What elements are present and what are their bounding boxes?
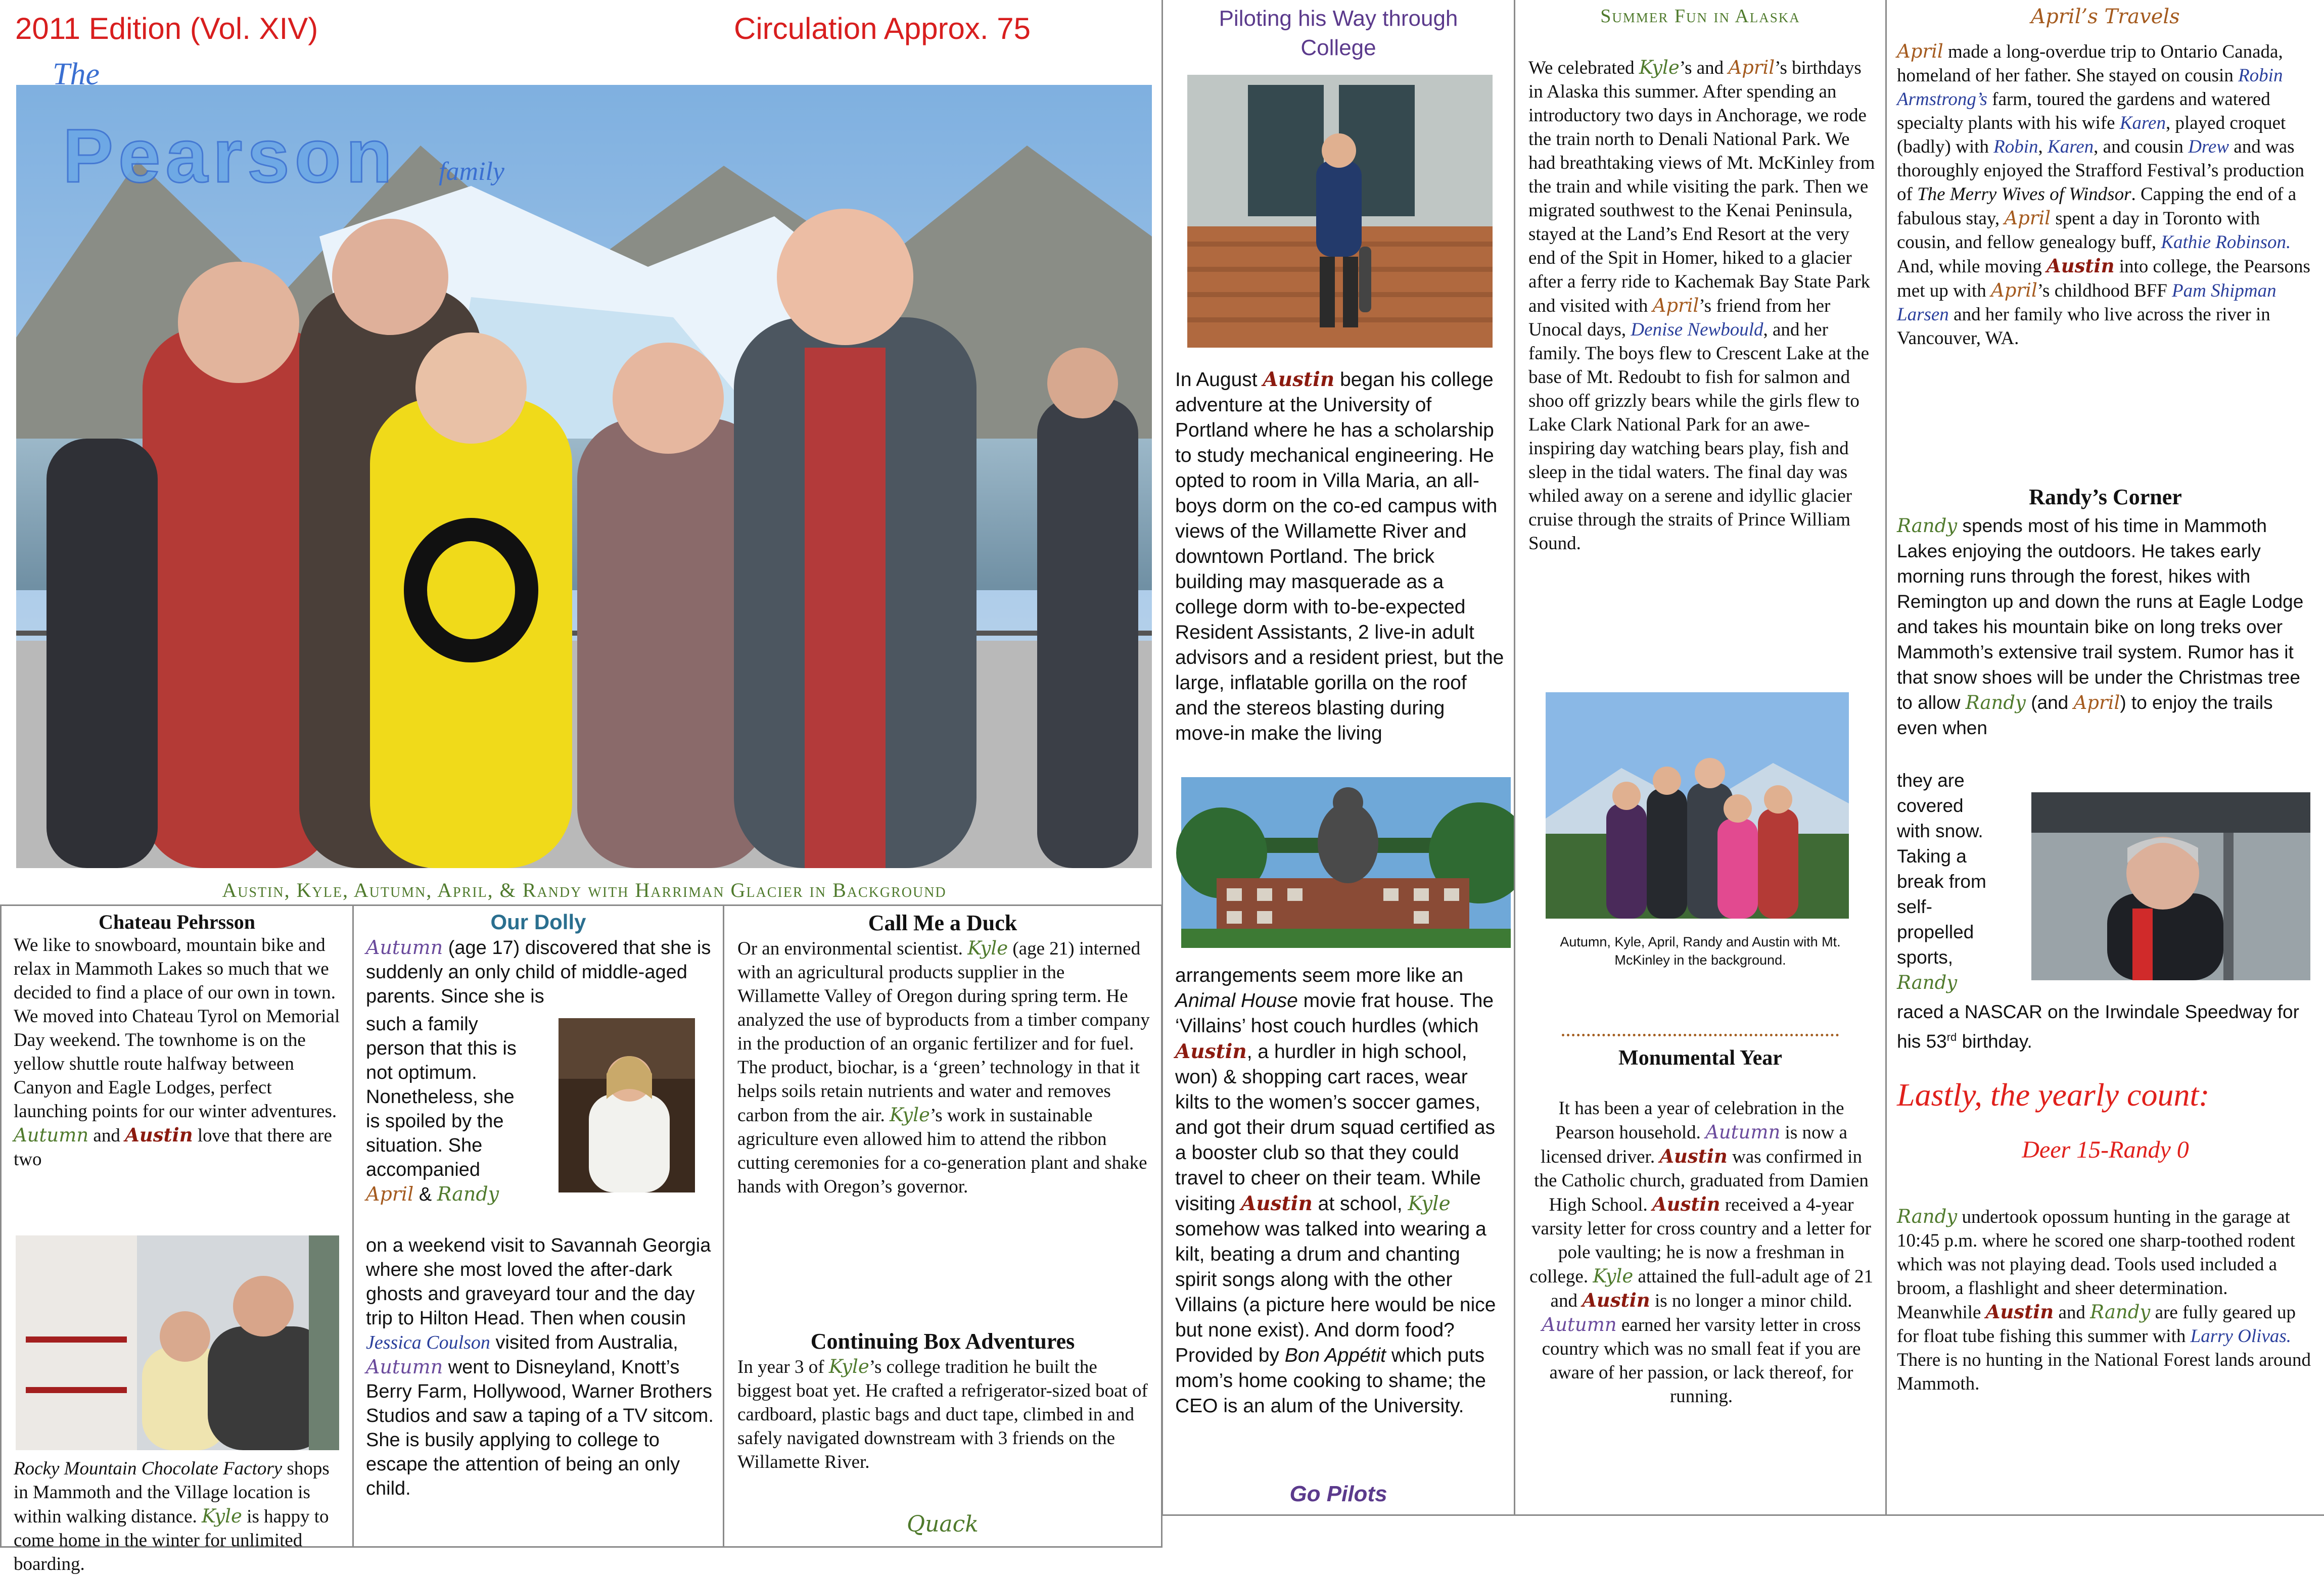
chateau-and: and (93, 1125, 120, 1146)
travels-text-4: , and cousin (2094, 136, 2183, 157)
name-austin: Austin (1659, 1145, 1728, 1167)
randy-text-8: There is no hunting in the National Forest lands around Mammoth. (1897, 1350, 2311, 1394)
name-autumn-2: Autumn (1542, 1314, 1617, 1335)
masthead-name: Pearson (63, 113, 397, 198)
alaska-photo-caption: Autumn, Kyle, April, Randy and Austin with Mt. McKinley in the background. (1560, 934, 1841, 968)
bon-appetit-label: Bon Appétit (1284, 1345, 1386, 1366)
chateau-text-c: shops in Mammoth and the Village location is within walking distance. (14, 1458, 330, 1527)
name-austin-2: Austin (1652, 1193, 1721, 1215)
name-april: April (2073, 692, 2120, 713)
name-austin: Austin (1985, 1301, 2054, 1323)
duck-section (723, 904, 1163, 1548)
piloting-text-2b: movie frat house. The ‘Villains’ host couch hurdles (which (1175, 990, 1494, 1037)
piloting-section (1161, 0, 1515, 1516)
piloting-text-2a: arrangements seem more like an (1175, 965, 1464, 986)
name-robin: Robin Armstrong’s (1897, 65, 2283, 110)
travels-text-8: And, while moving (1897, 256, 2042, 277)
name-april-3: April (1991, 279, 2037, 301)
randy-body-2 (1897, 768, 1998, 995)
name-randy-2: Randy (1965, 692, 2026, 713)
main-photo-caption: Austin, Kyle, Autumn, April, & Randy with Harriman Glacier in Background (222, 879, 947, 901)
animal-house-title: Animal House (1175, 990, 1298, 1012)
name-april: April (1728, 57, 1775, 78)
randy-text-7: are fully geared up for float tube fishing this summer with (1897, 1302, 2296, 1347)
dorm-photo-art (1181, 777, 1511, 948)
name-kyle: Kyle (202, 1505, 242, 1527)
masthead-the: The (53, 57, 100, 91)
name-karen: Karen (2119, 113, 2166, 133)
box-text-1: In year 3 of (737, 1357, 824, 1377)
randy-text-5: birthday. (1962, 1031, 2032, 1052)
alaska-photo (1546, 692, 1849, 919)
go-pilots-label: Go Pilots (1289, 1482, 1387, 1506)
piloting-photo-austin (1187, 75, 1493, 348)
travels-text-5: and was thoroughly enjoyed the Strafford Festival’s production of (1897, 136, 2304, 205)
randy-text-3: they are covered with snow. Taking a break from self-propelled sports, (1897, 770, 1986, 968)
duck-title: Call Me a Duck (868, 911, 1017, 935)
name-pam: Pam Shipman Larsen (1897, 280, 2276, 325)
main-photo-art (16, 85, 1152, 868)
monumental-text-2: is now a licensed driver. (1541, 1122, 1847, 1167)
name-april: April (366, 1183, 414, 1205)
dolly-text-4: visited from Australia, (495, 1332, 678, 1353)
alaska-section (1514, 0, 1887, 1516)
dolly-text-3: on a weekend visit to Savannah Georgia where she most loved the after-dark ghosts and graveyard tour and the day trip to Hilton Head. Then when cousin (366, 1235, 711, 1329)
name-april-2: April (2004, 207, 2051, 229)
name-austin: Austin (125, 1124, 193, 1146)
name-kyle: Kyle (1639, 57, 1680, 78)
alaska-text-3: ’s birthdays in Alaska this summer. After spending an introductory two days in Anchorage, we rode the train north to Denali National Park. We had breathtaking views of Mt. McKinley from the train and while visiting the park. Then we migrated southwest to the Kenai Peninsula, stayed at the Land’s End Resort at the very end of the Spit in Homer, hiked to a glacier after a ferry ride to Kachemak Bay State Park and visited with (1528, 58, 1875, 316)
monumental-text-7: earned her varsity letter in cross country which was no small feat if you are aware of her passion, or lack thereof, for running. (1542, 1315, 1861, 1407)
name-autumn: Autumn (14, 1124, 89, 1146)
edition-label: 2011 Edition (Vol. XIV) (15, 12, 318, 45)
travels-comma: , (2038, 136, 2043, 157)
name-austin-2: Austin (1175, 1040, 1247, 1063)
name-kathie: Kathie Robinson. (2161, 232, 2291, 253)
quack-label: Quack (907, 1511, 979, 1537)
duck-body (737, 936, 1151, 1199)
randy-title: Randy’s Corner (2029, 485, 2182, 509)
travels-text-2: farm, toured the gardens and watered specialty plants with his wife (1897, 89, 2270, 133)
chateau-photo (16, 1235, 339, 1450)
monumental-text-1: It has been a year of celebration in the Pearson household. (1555, 1098, 1844, 1143)
monumental-text-5: attained the full-adult age of 21 and (1550, 1266, 1873, 1311)
chateau-title: Chateau Pehrsson (98, 911, 256, 933)
alaska-text-5: , and her family. The boys flew to Crescent Lake at the base of Mt. Redoubt to fish for salmon and shoo off grizzly bears while the girls flew to Lake Clark National Park for an awe-inspiring day watching bears play, fish and sleep in the tidal waters. The final day was whiled away on a serene and idyllic glacier cruise through the straits of Prince William Sound. (1528, 319, 1870, 554)
randy-text-6: undertook opossum hunting in the garage at 10:45 p.m. where he scored one sharp-toothed rodent which was not playing dead. Tools used included a broom, a flashlight and sheer determination. Meanwhile (1897, 1207, 2296, 1323)
chateau-text: We like to snowboard, mountain bike and relax in Mammoth Lakes so much that we decided to find a place of our own in town. We moved into Chateau Tyrol on Memorial Day weekend. The townhome is on the yellow shuttle route halfway between Canyon and Eagle Lodges, perfect launching points for our winter adventures. (14, 935, 340, 1122)
name-april: April (1897, 40, 1943, 62)
name-randy: Randy (437, 1183, 499, 1205)
box-text-2: ’s college tradition he built the biggest boat yet. He crafted a refrigerator-sized boat of cardboard, plastic bags and duct tape, climbed in and safely navigated downstream with 3 friends on the Willamette River. (737, 1357, 1148, 1472)
travels-text-11: and her family who live across the river in Vancouver, WA. (1897, 304, 2270, 349)
piloting-text-2d: at school, (1318, 1193, 1403, 1215)
piloting-photo-art (1187, 75, 1493, 348)
dolly-amp: & (419, 1184, 432, 1205)
piloting-title: Piloting his Way through College (1219, 6, 1458, 60)
name-randy-4: Randy (1897, 1206, 1958, 1227)
alaska-body (1528, 56, 1876, 555)
dolly-title: Our Dolly (490, 910, 586, 934)
randy-photo-art (2031, 792, 2310, 980)
name-randy: Randy (1897, 515, 1958, 537)
randy-text-1: spends most of his time in Mammoth Lakes enjoying the outdoors. He takes early morning runs through the forest, hikes with Remington up and down the runs at Eagle Lodge and takes his mountain bike on long treks over Mammoth’s extensive trail system. Rumor has it that snow shoes will be under the Christmas tree to allow (1897, 515, 2304, 713)
piloting-text-2c: , a hurdler in high school, won) & shopping cart races, wear kilts to the women’s soccer games, and got their drum squad certified as a booster club so that they could travel to cheer on their team. While visiting (1175, 1041, 1496, 1215)
chateau-text-b: love that there are two (14, 1125, 332, 1170)
lastly-heading: Lastly, the yearly count: (1897, 1077, 2210, 1113)
dolly-section (352, 904, 724, 1548)
name-austin: Austin (2046, 255, 2115, 277)
travels-text-3: , played croquet (badly) with (1897, 113, 2286, 157)
monumental-text-3: was confirmed in the Catholic church, graduated from Damien High School. (1534, 1147, 1869, 1215)
monumental-body (1528, 1096, 1874, 1408)
monumental-text-4: received a 4-year varsity letter for cross country and a letter for pole vaulting; he is now a freshman in college. (1529, 1195, 1871, 1287)
duck-text-1: Or an environmental scientist. (737, 938, 963, 959)
main-family-photo (16, 85, 1152, 868)
name-kyle-2: Kyle (890, 1104, 930, 1126)
name-austin-3: Austin (1241, 1192, 1313, 1215)
piloting-text-2f: which puts mom’s home cooking to shame; the CEO is an alum of the University. (1175, 1345, 1486, 1417)
name-larry: Larry Olivas. (2190, 1326, 2292, 1347)
merry-wives-title: The Merry Wives of Windsor (1917, 184, 2131, 205)
name-karen-2: Karen (2048, 136, 2094, 157)
randy-text-2b: ) to enjoy the trails even when (1897, 692, 2273, 738)
randy-ordinal: rd (1946, 1031, 1957, 1043)
travels-section (1885, 0, 2324, 1516)
dolly-text-5: went to Disneyland, Knott’s Berry Farm, Hollywood, Warner Brothers Studios and saw a taping of a TV sitcom. She is busily applying to college to escape the attention of being an only child. (366, 1357, 714, 1499)
chateau-rmcf: Rocky Mountain Chocolate Factory (14, 1458, 283, 1479)
deer-count: Deer 15-Randy 0 (2022, 1136, 2189, 1163)
travels-title: April’s Travels (2031, 5, 2180, 28)
name-robin-2: Robin (1993, 136, 2038, 157)
name-randy-5: Randy (2090, 1301, 2151, 1323)
alaska-text-2: ’s and (1679, 58, 1724, 78)
piloting-text-1b: began his college adventure at the University of Portland where he has a scholarship to study mechanical engineering. He opted to room in Villa Maria, an all-boys dorm on the co-ed campus with views of the Willamette River and downtown Portland. The brick building may masquerade as a college dorm with to-be-expected Resident Assistants, 2 live-in adult advisors and a resident priest, but the large, inflatable gorilla on the roof and the stereos blasting during move-in make the living (1175, 369, 1504, 744)
name-autumn: Autumn (366, 936, 443, 959)
dolly-text-2: such a family person that this is not optimum. Nonetheless, she is spoiled by the situation. She accompanied (366, 1014, 517, 1180)
name-kyle-3: Kyle (828, 1356, 869, 1377)
duck-text-2: (age 21) interned with an agricultural products supplier in the Willamette Valley of Oregon during spring term. He analyzed the use of byproducts from a timber company in the production of an organic fertilizer and for fuel. The product, biochar, is a ‘green’ technology in that it helps soils retain nutrients and water and removes carbon from the air. (737, 938, 1150, 1126)
travels-text-7: spent a day in Toronto with cousin, and fellow genealogy buff, (1897, 208, 2260, 253)
travels-text-9: into college, the Pearsons met up with (1897, 256, 2310, 301)
randy-and: and (2058, 1302, 2085, 1323)
randy-photo (2031, 792, 2310, 980)
piloting-body-2 (1175, 963, 1505, 1419)
monumental-title: Monumental Year (1618, 1046, 1782, 1070)
alaska-text-1: We celebrated (1528, 58, 1635, 78)
travels-text-6: . Capping the end of a fabulous stay, (1897, 184, 2297, 229)
randy-text-2a: (and (2031, 692, 2069, 713)
travels-text-1: made a long-overdue trip to Ontario Canada, homeland of her father. She stayed on cousin (1897, 41, 2283, 86)
chateau-body-1 (14, 933, 343, 1171)
piloting-body-1 (1175, 367, 1505, 746)
dolly-photo-art (559, 1018, 695, 1192)
name-autumn: Autumn (1705, 1121, 1781, 1143)
dolly-body-2 (366, 1012, 523, 1207)
travels-text-10: ’s childhood BFF (2037, 280, 2167, 301)
dolly-text-1: (age 17) discovered that she is suddenly an only child of middle-aged parents. Since she is (366, 937, 711, 1007)
box-body (737, 1355, 1151, 1474)
piloting-photo-dorm (1181, 777, 1511, 948)
dolly-body-3 (366, 1233, 715, 1501)
circulation-label: Circulation Approx. 75 (734, 12, 1031, 45)
dolly-photo (559, 1018, 695, 1192)
piloting-text-1a: In August (1175, 369, 1258, 391)
chateau-photo-art (16, 1235, 339, 1450)
alaska-photo-art (1546, 692, 1849, 919)
name-april-2: April (1652, 295, 1699, 316)
name-kyle: Kyle (1593, 1265, 1634, 1287)
alaska-text-4: ’s friend from her Unocal days, (1528, 296, 1831, 340)
name-randy-3: Randy (1897, 972, 1958, 993)
randy-body-3 (1897, 999, 2311, 1054)
randy-text-4: raced a NASCAR on the Irwindale Speedway for his 53 (1897, 1001, 2299, 1052)
name-kyle: Kyle (967, 937, 1008, 959)
name-austin-3: Austin (1582, 1289, 1650, 1311)
monumental-divider (1562, 1034, 1839, 1036)
piloting-text-2e: somehow was talked into wearing a kilt, beating a drum and chanting spirit songs along with the other Villains (a picture here would be nice but none exist). And dorm food? Provided by (1175, 1218, 1496, 1366)
randy-body-4 (1897, 1205, 2311, 1396)
alaska-title: Summer Fun in Alaska (1600, 6, 1800, 27)
duck-text-3: ’s work in sustainable agriculture even allowed him to attend the ribbon cutting ceremonies for a co-generation plant and shake hands with Oregon’s governor. (737, 1105, 1147, 1197)
name-austin: Austin (1263, 368, 1335, 391)
name-denise: Denise Newbould (1631, 319, 1763, 340)
name-autumn-2: Autumn (366, 1356, 443, 1378)
chateau-text-d: is happy to come home in the winter for unlimited boarding. (14, 1506, 329, 1574)
randy-body-1 (1897, 513, 2311, 741)
monumental-text-6: is no longer a minor child. (1654, 1291, 1852, 1311)
chateau-section (0, 904, 354, 1574)
name-drew: Drew (2188, 136, 2229, 157)
name-kyle: Kyle (1408, 1192, 1451, 1215)
masthead-family: family (439, 157, 504, 186)
name-jessica: Jessica Coulson (366, 1332, 490, 1353)
chateau-body-2 (14, 1457, 343, 1576)
dolly-body-1 (366, 935, 715, 1009)
box-title: Continuing Box Adventures (810, 1329, 1075, 1354)
travels-body (1897, 39, 2311, 350)
